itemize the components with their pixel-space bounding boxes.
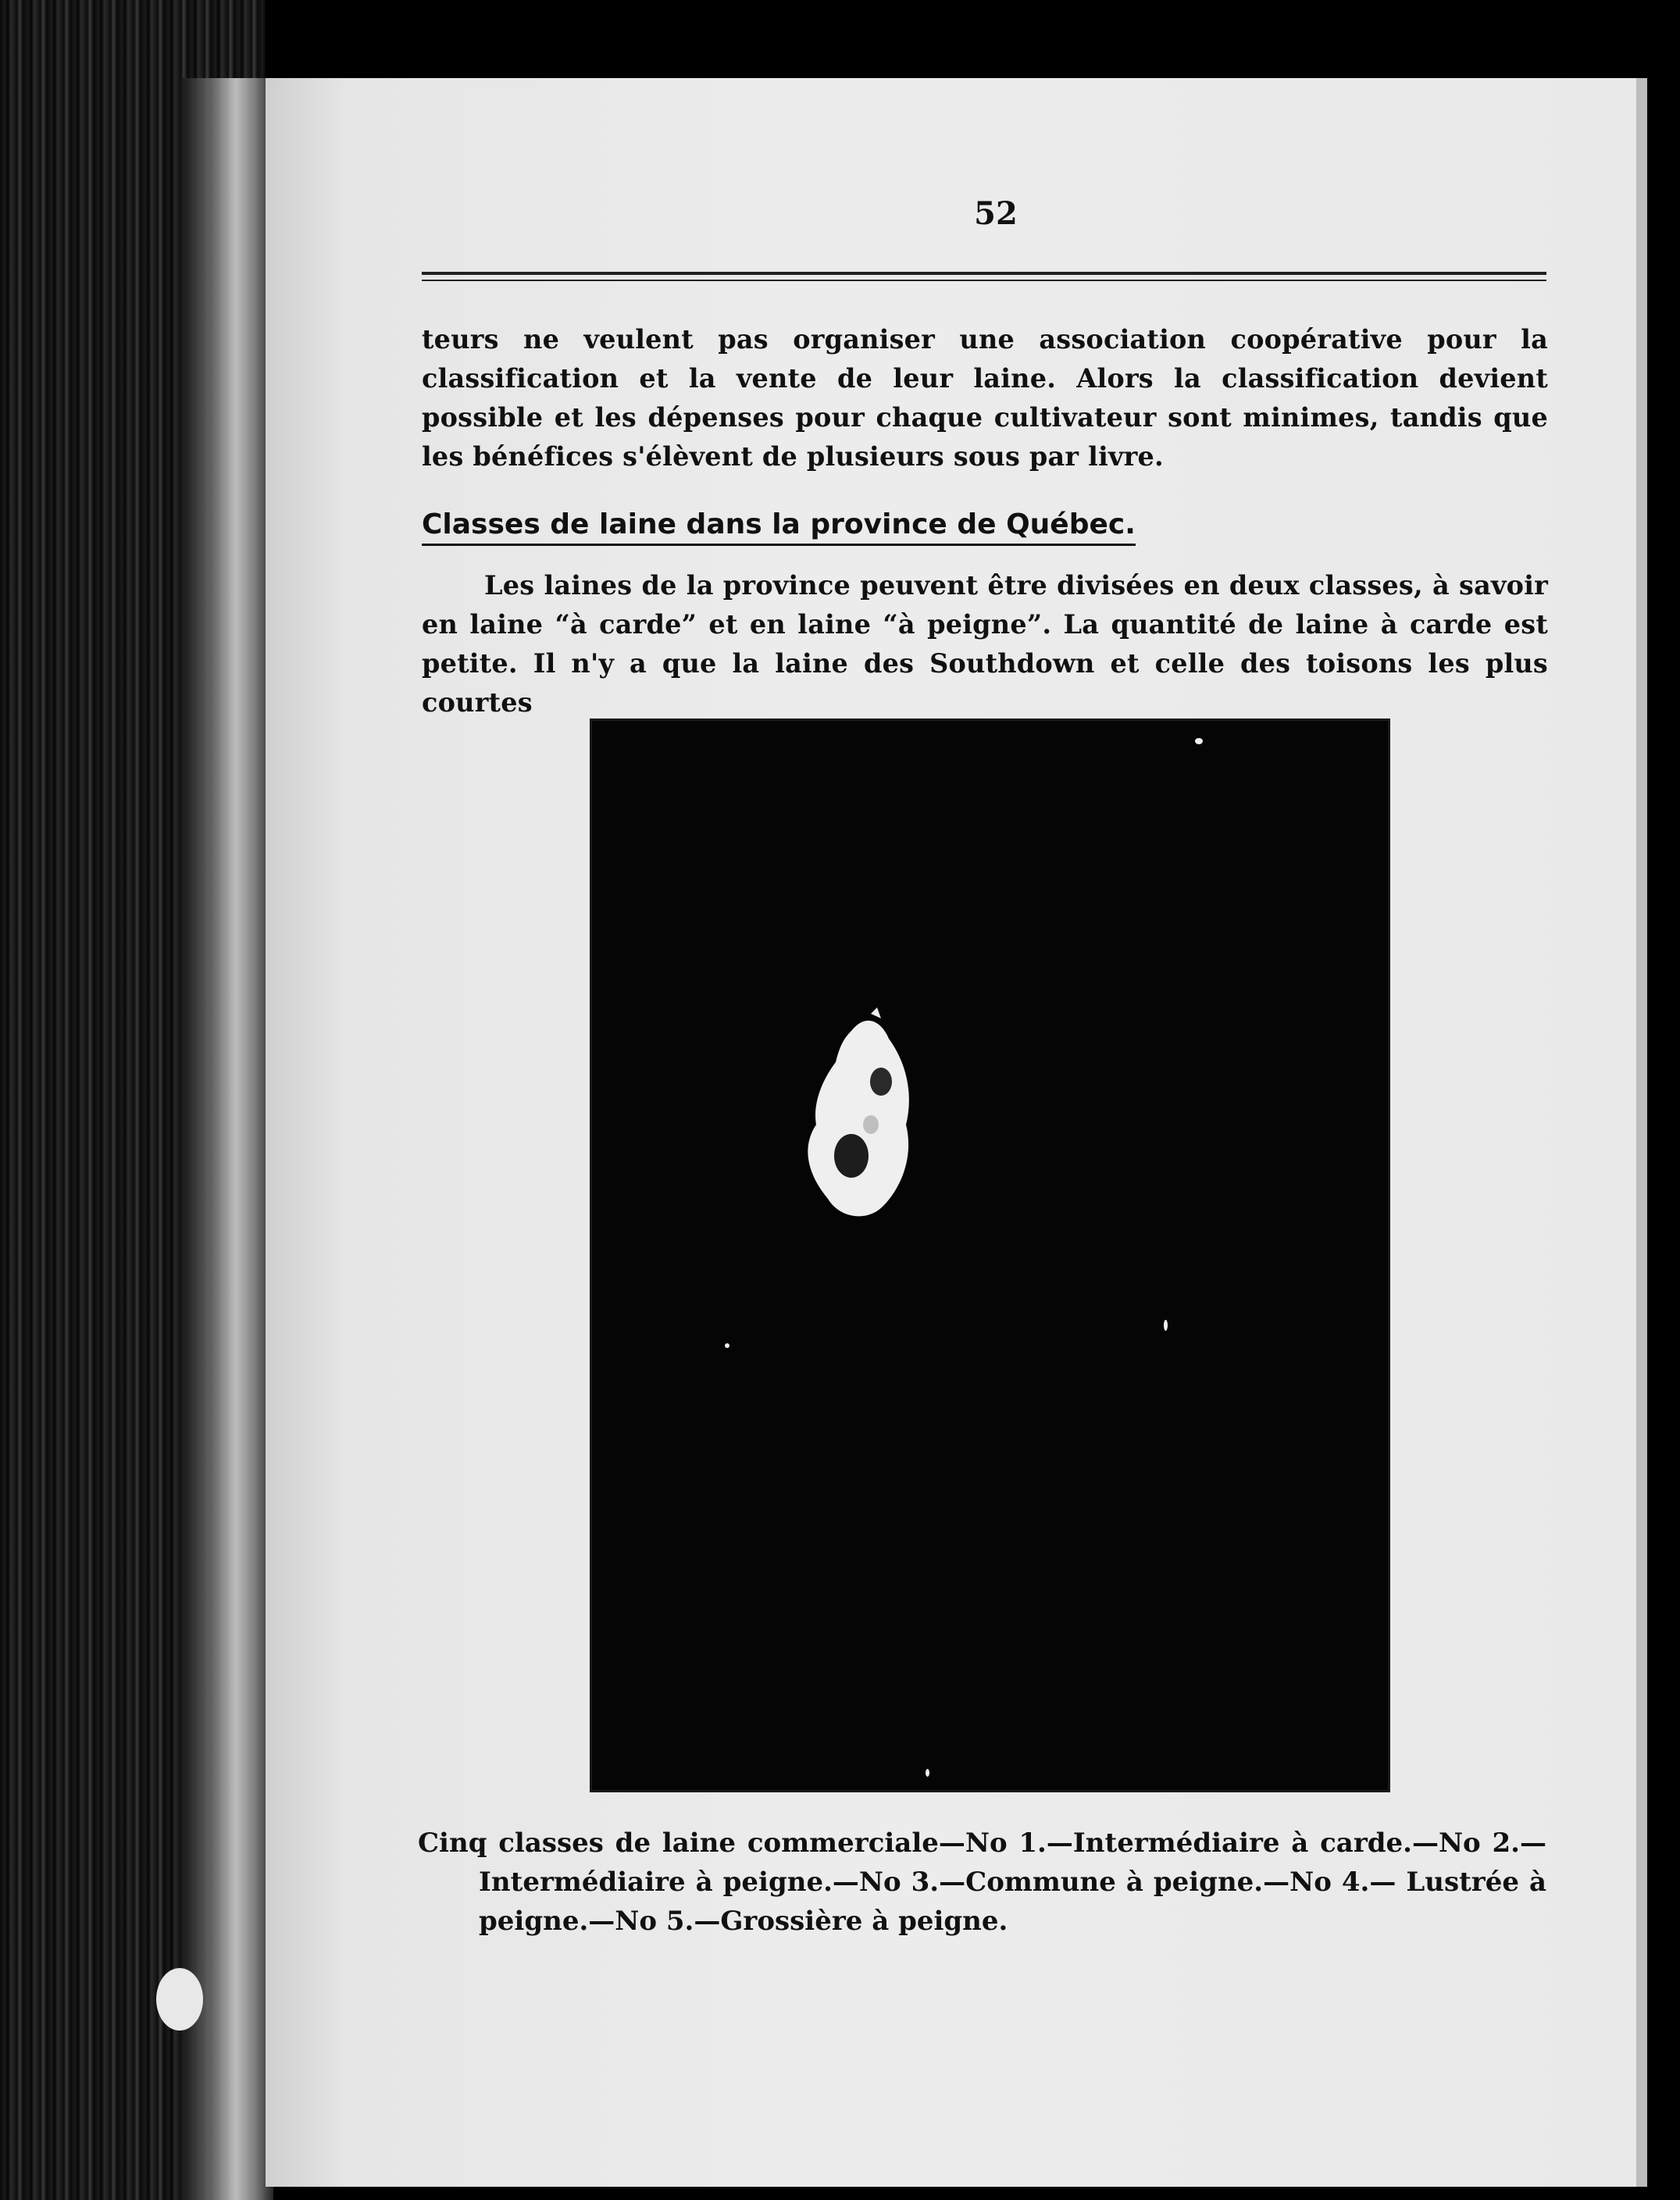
photo-speck: [1164, 1320, 1168, 1331]
figure-caption: Cinq classes de laine commerciale—No 1.—Intermédiaire à carde.—No 2.—Intermédiaire à peigne.—No 3.—Commune à peigne.—No 4.— Lustrée à peigne.—No 5.—Grossière à peigne.: [418, 1827, 1546, 1937]
photo-speck: [1195, 738, 1203, 744]
page-edge: [1636, 78, 1647, 2187]
scan-blemish: [156, 1968, 203, 2031]
photo-speck: [926, 1769, 929, 1777]
header-rule-thin: [422, 280, 1546, 281]
page-number: 52: [974, 195, 1018, 232]
wool-fleece-sample-image: [797, 1007, 929, 1226]
section-heading: Classes de laine dans la province de Québec.: [422, 508, 1136, 546]
paragraph-continuation: teurs ne veulent pas organiser une association coopérative pour la classification et la vente de leur laine. Alors la classification devient possible et les dépenses pour chaque cultivateur sont minimes, tandis que les bénéfices s'élèvent de plusieurs sous par livre.: [422, 324, 1548, 472]
wool-classes-photograph: [590, 718, 1390, 1792]
book-spine-highlight: [180, 78, 273, 2200]
photo-speck: [725, 1343, 729, 1348]
header-rule: [422, 272, 1546, 275]
paragraph-wool-classes: Les laines de la province peuvent être divisées en deux classes, à savoir en laine “à carde” et en laine “à peigne”. La quantité de laine à carde est petite. Il n'y a que la laine des Southdown et celle des toisons les plus courtes: [422, 570, 1548, 718]
